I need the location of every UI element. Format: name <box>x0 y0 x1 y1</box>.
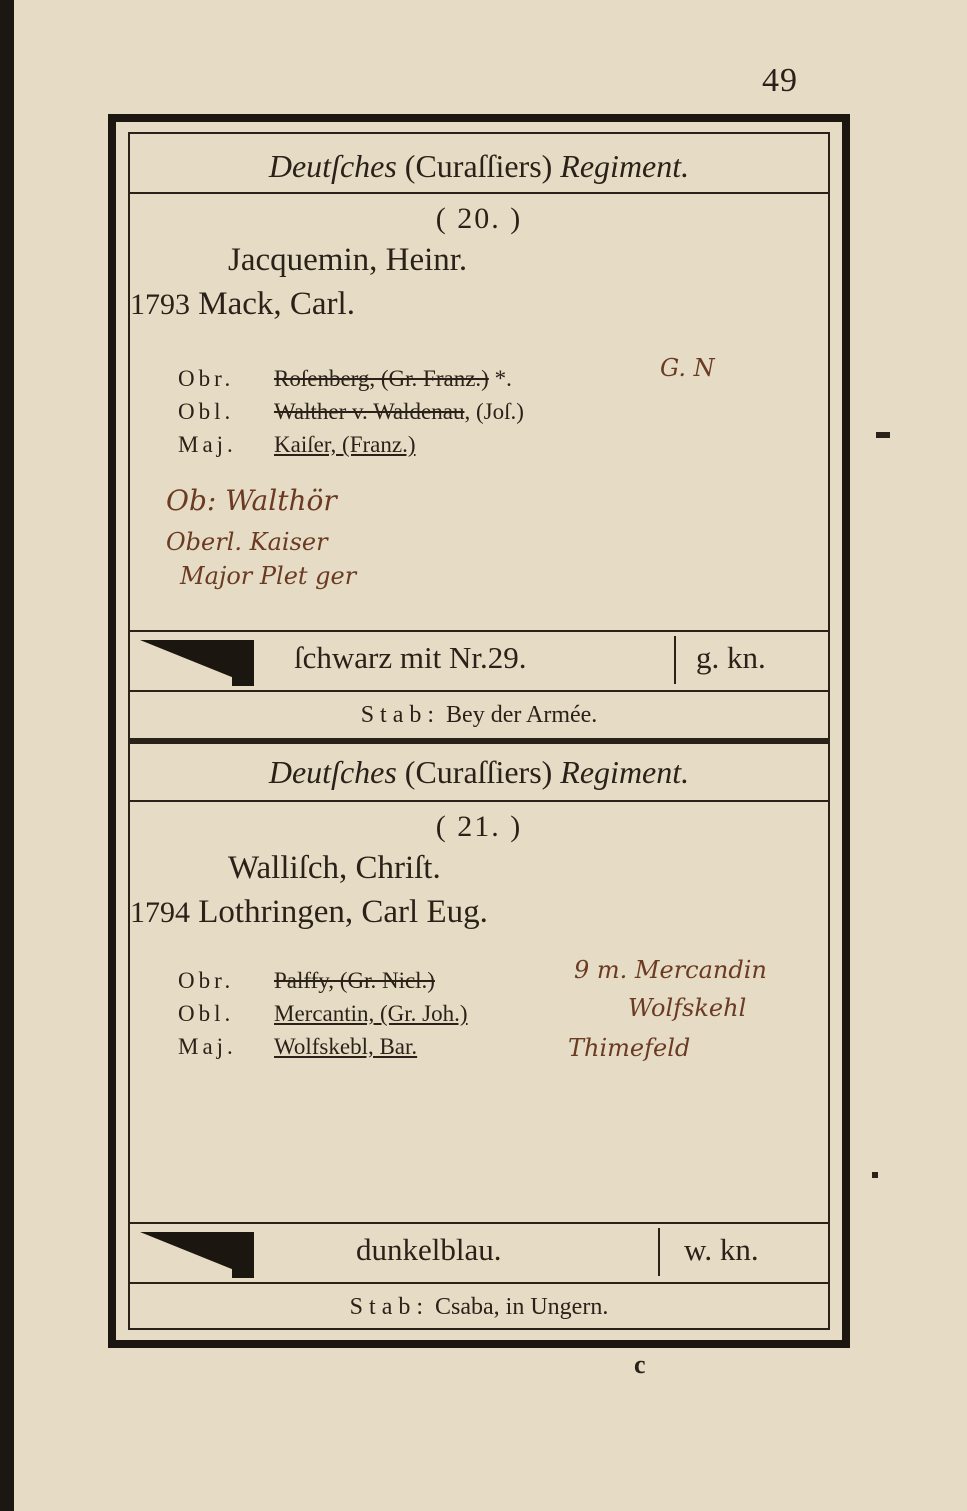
second-owner-line <box>130 286 355 323</box>
officer-name: Kaiſer, (Franz.) <box>274 432 416 457</box>
section-divider <box>130 738 828 744</box>
facing-color: dunkelblau. <box>356 1232 502 1267</box>
regiment-frame-inner <box>128 132 830 1330</box>
facing-color-bar <box>130 1222 828 1284</box>
regiment-title-part: Deutſches <box>268 754 397 790</box>
officer-rank: Maj. <box>178 1034 237 1059</box>
officer-row <box>178 395 524 428</box>
regiment-title <box>130 754 828 791</box>
staff-label: Stab: <box>360 702 441 728</box>
officer-name: , (Joſ.) <box>464 399 524 424</box>
regiment-number: ( 21. ) <box>435 810 523 843</box>
officer-list <box>178 964 468 1063</box>
regiment-section-21 <box>130 746 828 1342</box>
officer-rank: Maj. <box>178 432 237 457</box>
officer-name-struck: Palffy, (Gr. Nicl.) <box>274 968 435 993</box>
regiment-title-part: Regiment. <box>560 148 690 184</box>
regiment-title <box>130 148 828 185</box>
officer-list <box>178 362 524 461</box>
book-page <box>14 0 967 1511</box>
regiment-frame <box>108 114 850 1348</box>
regiment-owner: Walliſch, Chriſt. <box>228 850 441 886</box>
handwritten-note: Oberl. Kaiser <box>166 528 328 556</box>
title-rule <box>130 800 828 802</box>
second-owner: Lothringen, Carl Eug. <box>198 894 488 930</box>
staff-label: Stab: <box>349 1294 430 1320</box>
title-rule <box>130 192 828 194</box>
staff-value: Bey der Armée. <box>446 702 598 728</box>
regiment-owner: Jacquemin, Heinr. <box>228 242 468 278</box>
officer-rank: Obr. <box>178 366 235 391</box>
regiment-title-part: (Curaſſiers) <box>396 754 561 790</box>
year: 1793 <box>130 288 190 321</box>
facing-color: ſchwarz mit Nr.29. <box>294 640 527 675</box>
officer-name: Wolfskebl, Bar. <box>274 1034 418 1059</box>
regiment-title-part: Regiment. <box>560 754 690 790</box>
margin-dot <box>872 1172 878 1178</box>
officer-rank: Obl. <box>178 1001 235 1026</box>
handwritten-note: Major Plet ger <box>180 562 357 590</box>
facing-color-bar <box>130 630 828 692</box>
page-number: 49 <box>762 62 798 99</box>
button-color: w. kn. <box>684 1232 759 1267</box>
officer-rank: Obl. <box>178 399 235 424</box>
officer-name: *. <box>488 366 512 391</box>
officer-name-struck: Walther v. Waldenau <box>274 399 465 424</box>
button-color: g. kn. <box>696 640 766 675</box>
signature-mark: c <box>634 1350 646 1379</box>
officer-name-struck: Roſenberg, (Gr. Franz.) <box>274 366 489 391</box>
regiment-section-20 <box>130 134 828 740</box>
handwritten-note: Ob: Walthör <box>166 484 337 517</box>
column-separator <box>674 636 676 684</box>
column-separator <box>658 1228 660 1276</box>
handwritten-annotation: Wolfskehl <box>628 994 747 1022</box>
officer-name: Mercantin, (Gr. Joh.) <box>274 1001 468 1026</box>
officer-row <box>178 964 468 997</box>
flag-icon <box>140 636 254 686</box>
regiment-number: ( 20. ) <box>435 202 523 235</box>
regiment-title-part: (Curaſſiers) <box>396 148 561 184</box>
regiment-title-part: Deutſches <box>268 148 397 184</box>
staff-location <box>130 1294 828 1321</box>
officer-rank: Obr. <box>178 968 235 993</box>
handwritten-annotation: Thimefeld <box>568 1034 691 1062</box>
staff-value: Csaba, in Ungern. <box>435 1294 609 1320</box>
year: 1794 <box>130 896 190 929</box>
officer-row <box>178 1030 468 1063</box>
margin-dot <box>876 432 890 438</box>
handwritten-annotation: G. N <box>660 354 715 382</box>
staff-location <box>130 702 828 729</box>
officer-row <box>178 428 524 461</box>
second-owner: Mack, Carl. <box>198 286 355 322</box>
officer-row <box>178 997 468 1030</box>
officer-row <box>178 362 524 395</box>
flag-icon <box>140 1228 254 1278</box>
handwritten-annotation: 9 m. Mercandin <box>574 956 767 984</box>
second-owner-line <box>130 894 488 931</box>
